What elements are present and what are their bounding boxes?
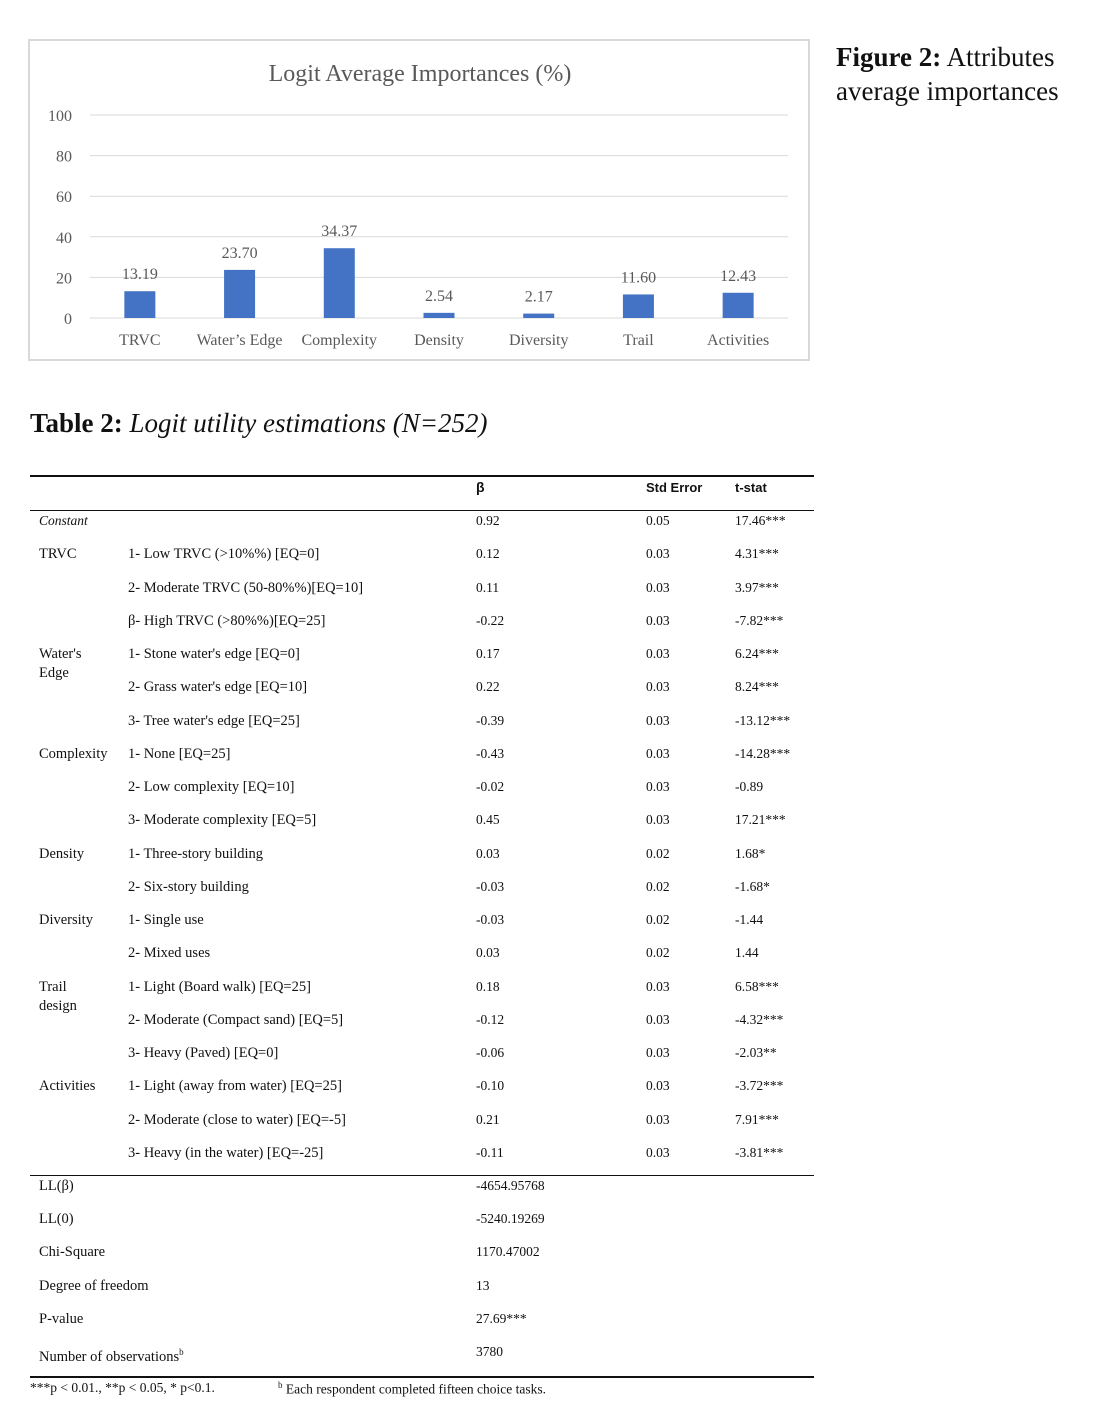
level-label: 3- Heavy (Paved) [EQ=0] [128,1045,279,1061]
beta-value: -0.39 [476,712,505,728]
t-stat-value: -4.32*** [735,1011,784,1027]
stat-label-text: Number of observations [39,1348,180,1365]
level-label: β- High TRVC (>80%%)[EQ=25] [128,612,326,629]
level-label: 2- Low complexity [EQ=10] [128,779,295,795]
x-category-label: Water’s Edge [196,332,283,349]
std-error-value: 0.03 [646,978,670,994]
stat-label [39,1343,184,1366]
std-error-value: 0.03 [646,812,670,828]
x-category-label: Diversity [508,332,569,349]
level-label: 2- Grass water's edge [EQ=10] [128,679,308,696]
beta-value: 0.11 [476,579,500,595]
level-label: 2- Six-story building [128,878,249,895]
x-category-label: Complexity [301,332,378,349]
figure-caption-text-line2: average importances [836,76,1059,106]
std-error-value: 0.03 [646,1111,670,1127]
std-error-value: 0.02 [646,878,670,894]
bar [424,313,455,318]
stat-label-text: LL(β) [39,1178,74,1194]
beta-value: -0.22 [476,612,505,628]
level-label: 3- Tree water's edge [EQ=25] [128,712,300,729]
bar-value-label: 34.37 [321,223,358,241]
stat-value: -5240.19269 [476,1211,545,1227]
header-t-stat: t-stat [735,480,767,495]
t-stat-value: 7.91*** [735,1111,779,1127]
beta-value: 0.92 [476,513,500,528]
std-error-value: 0.03 [646,1045,670,1060]
figure-caption-label: Figure 2: [836,42,942,72]
bar [124,291,155,318]
std-error-value: 0.03 [646,1011,670,1027]
table-stats-rule [30,1175,814,1176]
stat-label [39,1177,74,1195]
beta-value: 0.21 [476,1111,500,1127]
bar-value-label: 23.70 [221,244,258,262]
beta-value: 0.03 [476,945,500,961]
level-label: 1- Light (Board walk) [EQ=25] [128,978,311,995]
std-error-value: 0.03 [646,779,670,794]
x-category-label: Trail [623,332,654,349]
level-label: 3- Moderate complexity [EQ=5] [128,812,317,829]
table-bottom-rule [30,1376,814,1378]
std-error-value: 0.03 [646,712,670,728]
table-top-rule [30,475,814,477]
figure-caption-text-line1: Attributes [946,42,1055,72]
t-stat-value: -0.89 [735,779,764,794]
std-error-value: 0.03 [646,745,670,761]
beta-value: 0.45 [476,812,500,828]
beta-value: -0.12 [476,1011,505,1027]
y-tick-label: 20 [56,270,72,288]
std-error-value: 0.02 [646,912,670,927]
bar [324,248,355,318]
std-error-value: 0.03 [646,579,670,595]
t-stat-value: -2.03** [735,1045,777,1060]
significance-footnote: ***p < 0.01., **p < 0.05, * p<0.1. [30,1380,215,1395]
stat-value: 3780 [476,1344,503,1359]
beta-value: 0.03 [476,845,500,861]
t-stat-value: -1.68* [735,878,770,894]
beta-value: 0.12 [476,546,500,562]
std-error-value: 0.03 [646,546,670,562]
table-caption-text: Logit utility estimations (N=252) [129,408,488,438]
bar-chart [30,41,812,363]
std-error-value: 0.02 [646,945,670,961]
t-stat-value: -1.44 [735,912,764,927]
bar [523,314,554,318]
t-stat-value: 4.31*** [735,546,779,562]
stat-label-text: P-value [39,1310,84,1327]
stat-label [39,1310,83,1328]
observations-footnote [278,1380,546,1398]
chart-title: Logit Average Importances (%) [268,61,572,87]
beta-value: 0.17 [476,646,500,661]
beta-value: -0.11 [476,1144,504,1160]
y-tick-label: 0 [64,311,72,328]
std-error-value: 0.03 [646,679,670,695]
level-label: 3- Heavy (in the water) [EQ=-25] [128,1144,324,1161]
t-stat-value: 6.24*** [735,646,779,661]
beta-value: -0.02 [476,779,505,794]
stat-label-text: Degree of freedom [39,1277,149,1294]
t-stat-value: 1.68* [735,845,766,861]
y-tick-label: 60 [56,189,72,207]
bar [723,293,754,318]
std-error-value: 0.03 [646,646,670,661]
footnote-text: Each respondent completed fifteen choice tasks. [285,1381,547,1397]
level-label: 1- Low TRVC (>10%%) [EQ=0] [128,546,320,563]
t-stat-value: 6.58*** [735,978,779,994]
beta-value: -0.06 [476,1045,505,1060]
attribute-label: Activities [39,1078,96,1095]
beta-value: 0.22 [476,679,500,695]
attribute-label: Constant [39,513,88,528]
level-label: 2- Mixed uses [128,945,211,962]
t-stat-value: -3.72*** [735,1078,784,1094]
std-error-value: 0.03 [646,1144,670,1160]
attribute-label-second-line: Edge [39,665,69,681]
beta-value: 0.18 [476,978,500,994]
x-category-label: Density [414,332,464,349]
t-stat-value: 1.44 [735,945,759,961]
std-error-value: 0.03 [646,1078,670,1094]
stat-label-text: Chi-Square [39,1244,106,1261]
bar-value-label: 2.17 [524,288,553,306]
header-std-error: Std Error [646,480,703,495]
stat-value: 27.69*** [476,1310,527,1326]
attribute-label: TRVC [39,546,77,563]
attribute-label: Complexity [39,745,108,762]
y-tick-label: 40 [56,229,72,247]
beta-value: -0.03 [476,912,505,927]
attribute-label: Density [39,845,85,862]
t-stat-value: 8.24*** [735,679,779,695]
beta-value: -0.43 [476,745,505,761]
t-stat-value: 17.46*** [735,513,786,528]
level-label: 2- Moderate (Compact sand) [EQ=5] [128,1011,344,1028]
bar-value-label: 11.60 [620,269,657,287]
stat-label-text: LL(0) [39,1211,74,1228]
y-tick-label: 100 [48,108,72,125]
stat-value: -4654.95768 [476,1178,545,1193]
y-tick-label: 80 [56,148,72,166]
stat-value: 13 [476,1277,490,1293]
beta-value: -0.03 [476,878,505,894]
attribute-label: Water's [39,646,82,662]
t-stat-value: 17.21*** [735,812,786,828]
bar-value-label: 13.19 [121,266,158,284]
footnote-sup: b [278,1380,283,1390]
stat-label [39,1243,105,1261]
x-category-label: Activities [707,332,770,349]
chart-figure [28,39,810,361]
level-label: 1- Three-story building [128,845,264,862]
bar-value-label: 2.54 [425,287,453,305]
x-category-label: TRVC [119,332,161,349]
attribute-label: Trail [39,978,67,995]
t-stat-value: -3.81*** [735,1144,784,1160]
level-label: 2- Moderate (close to water) [EQ=-5] [128,1111,346,1128]
figure-caption [836,40,1086,108]
std-error-value: 0.05 [646,513,670,528]
stat-label-sup: b [179,1347,184,1357]
std-error-value: 0.03 [646,612,670,628]
level-label: 1- Stone water's edge [EQ=0] [128,646,300,662]
t-stat-value: -7.82*** [735,612,784,628]
table-caption-label: Table 2: [30,408,123,438]
bar-value-label: 12.43 [720,267,757,285]
bar [224,270,255,318]
stat-value: 1170.47002 [476,1244,540,1260]
table-caption [30,408,488,439]
table-header-rule [30,510,814,511]
t-stat-value: -13.12*** [735,712,791,728]
header-beta: β [476,479,485,495]
level-label: 1- Light (away from water) [EQ=25] [128,1078,342,1095]
stat-label [39,1210,74,1228]
t-stat-value: -14.28*** [735,745,791,761]
attribute-label-second-line: design [39,998,77,1014]
level-label: 1- None [EQ=25] [128,745,231,762]
std-error-value: 0.02 [646,845,670,861]
level-label: 2- Moderate TRVC (50-80%%)[EQ=10] [128,579,364,596]
level-label: 1- Single use [128,912,204,928]
beta-value: -0.10 [476,1078,505,1094]
bar [623,294,654,318]
stat-label [39,1277,149,1295]
attribute-label: Diversity [39,912,93,928]
t-stat-value: 3.97*** [735,579,779,595]
